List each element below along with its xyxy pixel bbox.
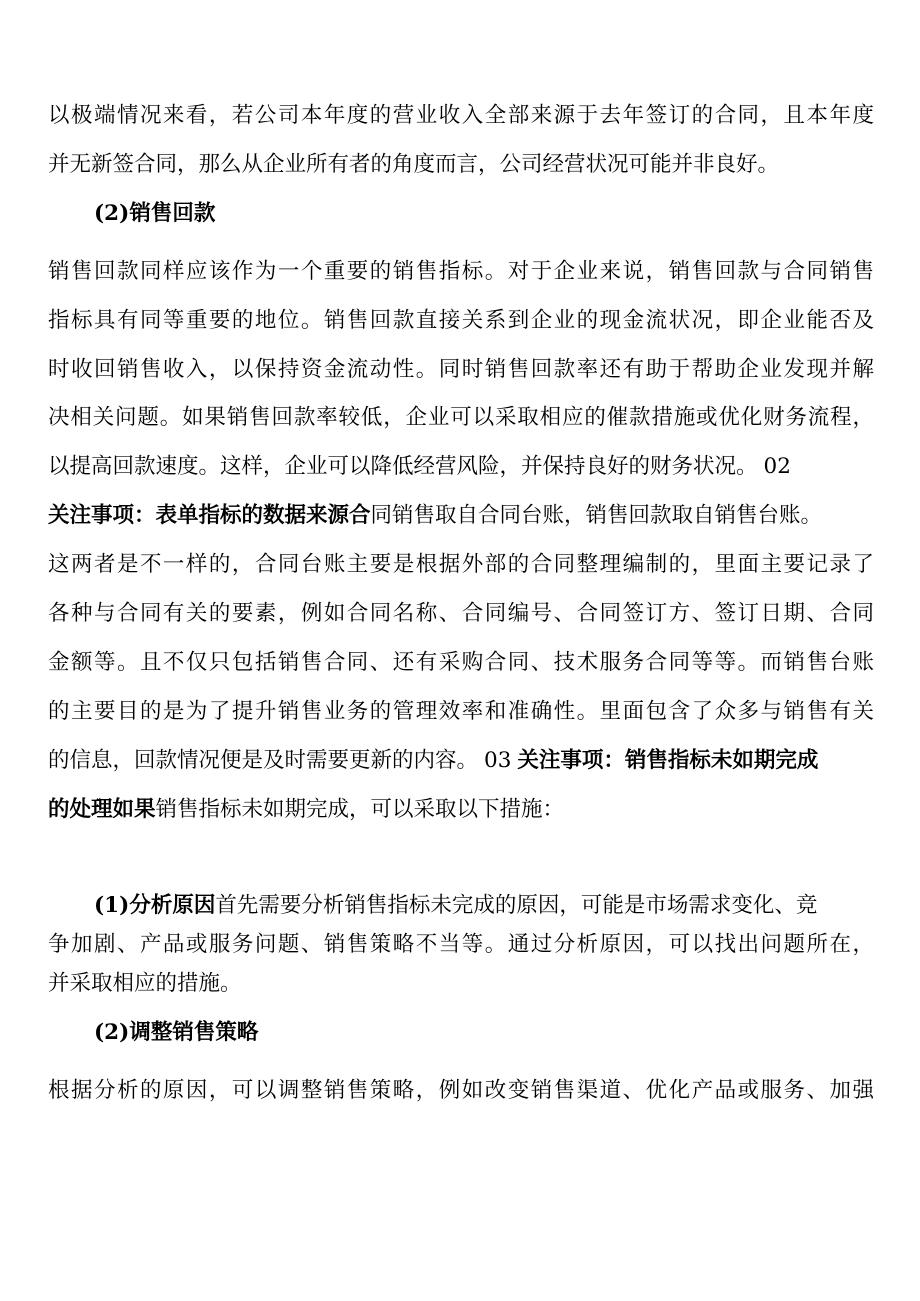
paragraph-line: 各种与合同有关的要素，例如合同名称、合同编号、合同签订方、签订日期、合同 <box>48 601 874 626</box>
heading-text: 调整销售策略 <box>129 1020 259 1045</box>
paragraph-line <box>48 795 874 825</box>
section-heading <box>94 199 874 229</box>
paragraph-line: 并采取相应的措施。 <box>48 971 242 996</box>
paragraph-line <box>48 746 874 776</box>
heading-number: (2) <box>94 201 130 226</box>
paragraph-line: 金额等。且不仅只包括销售合同、还有采购合同、技术服务合同等等。而销售台账 <box>48 650 874 675</box>
heading-number: (1) <box>94 893 130 918</box>
paragraph-line <box>48 501 874 531</box>
paragraph-line: 并无新签合同，那么从企业所有者的角度而言，公司经营状况可能并非良好。 <box>48 152 780 177</box>
paragraph-line: 决相关问题。如果销售回款率较低，企业可以采取相应的催款措施或优化财务流程， <box>48 405 874 430</box>
note-title: 关注事项：销售指标未如期完成 <box>517 748 819 773</box>
paragraph-line <box>48 452 874 482</box>
note-title: 关注事项：表单指标的数据来源合 <box>48 503 371 528</box>
paragraph-line: 争加剧、产品或服务问题、销售策略不当等。通过分析原因，可以找出问题所在， <box>48 932 874 957</box>
section-heading <box>94 1018 874 1048</box>
paragraph-line: 以极端情况来看，若公司本年度的营业收入全部来源于去年签订的合同，且本年度 <box>48 103 874 128</box>
paragraph-text: 首先需要分析销售指标未完成的原因，可能是市场需求变化、竞 <box>215 893 818 918</box>
paragraph-text: 的信息，回款情况便是及时需要更新的内容。 <box>48 748 479 773</box>
paragraph-line: 销售回款同样应该作为一个重要的销售指标。对于企业来说，销售回款与合同销售 <box>48 259 874 284</box>
heading-number: (2) <box>94 1020 130 1045</box>
paragraph-line: 根据分析的原因，可以调整销售策略，例如改变销售渠道、优化产品或服务、加强 <box>48 1078 874 1103</box>
heading-text: 分析原因 <box>129 893 216 918</box>
paragraph-line: 的主要目的是为了提升销售业务的管理效率和准确性。里面包含了众多与销售有关 <box>48 699 874 724</box>
paragraph-text: 以提高回款速度。这样，企业可以降低经营风险，并保持良好的财务状况。 <box>48 454 758 479</box>
section-number: 02 <box>763 454 791 479</box>
paragraph-text: 同销售取自合同台账，销售回款取自销售台账。 <box>370 503 823 528</box>
note-title: 的处理如果 <box>48 797 156 822</box>
heading-text: 销售回款 <box>129 201 216 226</box>
paragraph-line: 指标具有同等重要的地位。销售回款直接关系到企业的现金流状况，即企业能否及 <box>48 308 874 333</box>
section-number: 03 <box>484 748 512 773</box>
paragraph-line <box>94 891 874 921</box>
paragraph-line: 时收回销售收入，以保持资金流动性。同时销售回款率还有助于帮助企业发现并解 <box>48 357 874 382</box>
paragraph-text: 销售指标未如期完成，可以采取以下措施： <box>155 797 565 822</box>
paragraph-line: 这两者是不一样的，合同台账主要是根据外部的合同整理编制的，里面主要记录了 <box>48 552 874 577</box>
